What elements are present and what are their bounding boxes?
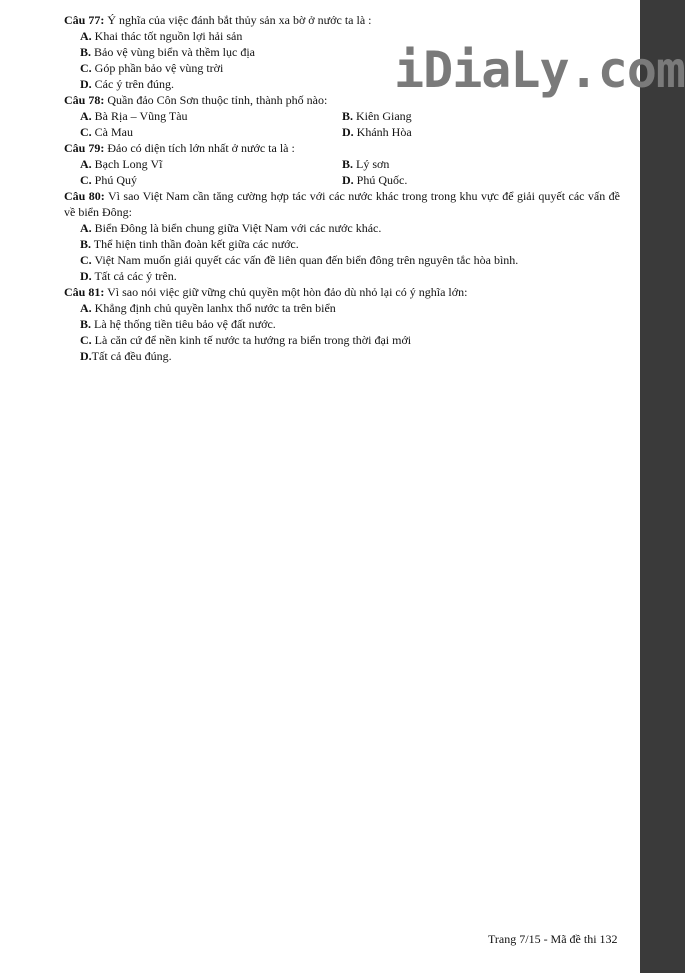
question-text: Vì sao nói việc giữ vững chủ quyền một hòn đảo dù nhỏ lại có ý nghĩa lớn: <box>104 285 468 299</box>
question-text: Quần đảo Côn Sơn thuộc tỉnh, thành phố nào: <box>104 93 328 107</box>
option-c: C. Là căn cứ để nền kinh tế nước ta hướng ra biển trong thời đại mới <box>80 333 412 347</box>
option-a: A. Khẳng định chủ quyền lanhx thổ nước ta trên biển <box>80 301 336 315</box>
question-78 <box>64 92 620 108</box>
option-c: C. Phú Quý <box>80 173 138 187</box>
option-a: A. Bạch Long Vĩ <box>80 157 163 171</box>
question-80 <box>64 188 620 220</box>
question-text: Ý nghĩa của việc đánh bắt thủy sản xa bờ ở nước ta là : <box>104 13 372 27</box>
option-b: B. Lý sơn <box>342 157 390 171</box>
page-footer: Trang 7/15 - Mã đề thi 132 <box>488 932 618 946</box>
option-b: B. Bảo vệ vùng biển và thềm lục địa <box>80 45 255 59</box>
option-row <box>64 172 620 188</box>
option-d: D.Tất cả đều đúng. <box>80 349 172 363</box>
option-d: D. Các ý trên đúng. <box>80 77 174 91</box>
question-79 <box>64 140 620 156</box>
option-b: B. Kiên Giang <box>342 109 412 123</box>
option-d: D. Phú Quốc. <box>342 173 408 187</box>
option-a: A. Biển Đông là biển chung giữa Việt Nam với các nước khác. <box>80 221 382 235</box>
option-a: A. Khai thác tốt nguồn lợi hải sản <box>80 29 243 43</box>
question-text: Vì sao Việt Nam cần tăng cường hợp tác với các nước khác trong trong khu vực để giải quyết các vấn đề về biển Đông: <box>64 189 620 219</box>
option-b: B. Thể hiện tinh thần đoàn kết giữa các nước. <box>80 237 299 251</box>
question-text: Đảo có diện tích lớn nhất ở nước ta là : <box>104 141 295 155</box>
option-row <box>64 156 620 172</box>
watermark-logo: iDiaLy.com <box>394 41 685 99</box>
option-a: A. Bà Rịa – Vũng Tàu <box>80 109 188 123</box>
question-list <box>64 12 620 364</box>
question-label: Câu 81: <box>64 285 105 299</box>
question-label: Câu 78: <box>64 93 105 107</box>
option-row <box>64 108 620 124</box>
question-77 <box>64 12 620 28</box>
question-label: Câu 80: <box>64 189 105 203</box>
option-c: C. Cà Mau <box>80 125 133 139</box>
option-row <box>64 124 620 140</box>
option-b: B. Là hệ thống tiền tiêu bảo vệ đất nước. <box>80 317 276 331</box>
question-label: Câu 77: <box>64 13 105 27</box>
option-d: D. Tất cả các ý trên. <box>80 269 177 283</box>
option-c: C. Việt Nam muốn giải quyết các vấn đề liên quan đến biển đông trên nguyên tắc hòa bình. <box>80 253 519 267</box>
question-81 <box>64 284 620 300</box>
option-c: C. Góp phần bảo vệ vùng trời <box>80 61 224 75</box>
option-d: D. Khánh Hòa <box>342 125 412 139</box>
question-label: Câu 79: <box>64 141 105 155</box>
